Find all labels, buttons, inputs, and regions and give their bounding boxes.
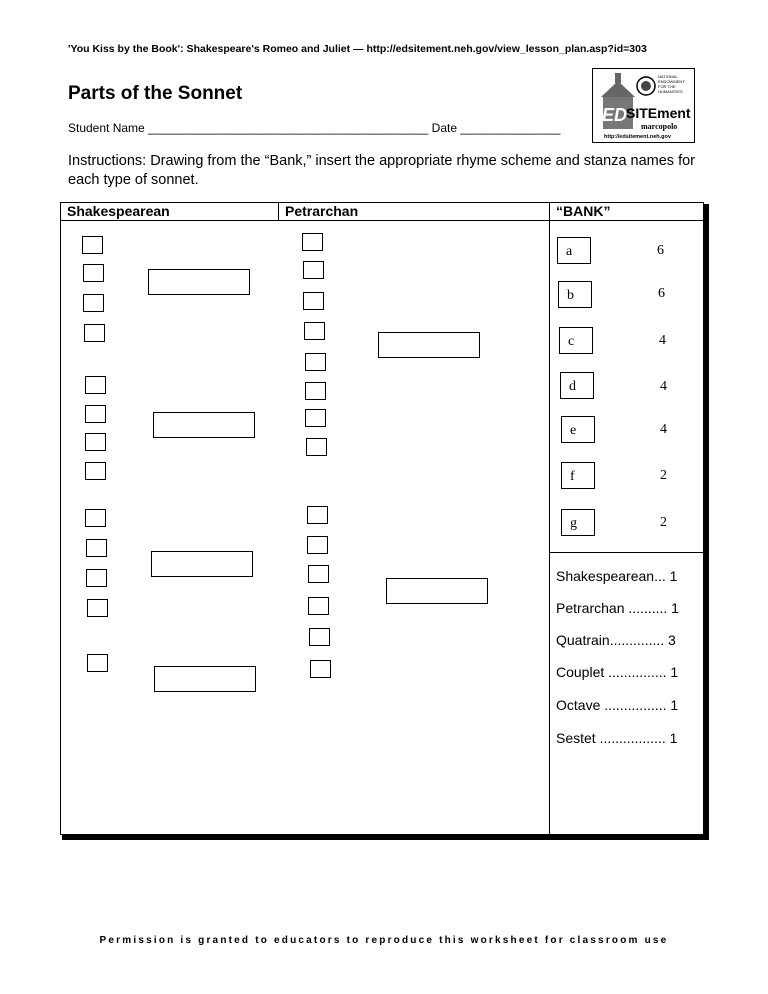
logo-brand: SITEment — [626, 105, 691, 121]
petrarchan-rhyme-box[interactable] — [305, 382, 326, 400]
petrarchan-rhyme-box[interactable] — [307, 536, 328, 554]
bank-letter-box: e — [561, 416, 595, 443]
bank-term: Sestet ................. 1 — [556, 730, 678, 746]
bank-letter-box: a — [557, 237, 591, 264]
logo-graphic — [593, 69, 694, 142]
shakespearean-stanza-box[interactable] — [151, 551, 253, 577]
shakespearean-rhyme-box[interactable] — [86, 539, 107, 557]
shakespearean-stanza-box[interactable] — [148, 269, 250, 295]
logo-url: http://edsitement.neh.gov — [604, 134, 671, 140]
svg-text:HUMANITIES: HUMANITIES — [658, 89, 683, 94]
shakespearean-rhyme-box[interactable] — [84, 324, 105, 342]
bank-letter-box: f — [561, 462, 595, 489]
shakespearean-rhyme-box[interactable] — [85, 376, 106, 394]
header-divider — [278, 202, 279, 221]
bank-letter-box: d — [560, 372, 594, 399]
shakespearean-rhyme-box[interactable] — [85, 405, 106, 423]
logo-sub: marcopolo — [641, 122, 678, 131]
petrarchan-rhyme-box[interactable] — [310, 660, 331, 678]
petrarchan-rhyme-box[interactable] — [307, 506, 328, 524]
bank-letter-count: 2 — [660, 515, 667, 530]
svg-text:FOR THE: FOR THE — [658, 84, 676, 89]
bank-term: Couplet ............... 1 — [556, 664, 679, 680]
shakespearean-rhyme-box[interactable] — [85, 509, 106, 527]
svg-text:ENDOWMENT: ENDOWMENT — [658, 79, 685, 84]
header-bank: “BANK” — [556, 203, 611, 219]
edsitement-logo — [592, 68, 695, 143]
shakespearean-rhyme-box[interactable] — [82, 236, 103, 254]
bank-letter-count: 4 — [660, 422, 667, 437]
petrarchan-rhyme-box[interactable] — [304, 322, 325, 340]
petrarchan-rhyme-box[interactable] — [303, 292, 324, 310]
petrarchan-rhyme-box[interactable] — [303, 261, 324, 279]
student-name-date-line: Student Name __________________________________________ Date _______________ — [68, 121, 561, 135]
bank-letter-count: 2 — [660, 468, 667, 483]
bank-section-divider — [549, 552, 704, 553]
bank-term: Quatrain.............. 3 — [556, 632, 676, 648]
shakespearean-rhyme-box[interactable] — [85, 462, 106, 480]
petrarchan-stanza-box[interactable] — [386, 578, 488, 604]
shakespearean-stanza-box[interactable] — [154, 666, 256, 692]
page-title: Parts of the Sonnet — [68, 83, 243, 104]
shakespearean-rhyme-box[interactable] — [87, 654, 108, 672]
petrarchan-rhyme-box[interactable] — [306, 438, 327, 456]
bank-letter-count: 6 — [657, 243, 664, 258]
bank-term: Shakespearean... 1 — [556, 568, 678, 584]
petrarchan-rhyme-box[interactable] — [308, 565, 329, 583]
bank-letter-count: 4 — [660, 379, 667, 394]
lesson-header-line: 'You Kiss by the Book': Shakespeare's Romeo and Juliet — http://edsitement.neh.gov/view_lesson_plan.asp?id=303 — [68, 43, 647, 55]
bank-term: Petrarchan .......... 1 — [556, 600, 679, 616]
bank-term: Octave ................ 1 — [556, 697, 679, 713]
table-shadow-right — [704, 204, 709, 840]
bank-letter-count: 6 — [658, 286, 665, 301]
petrarchan-rhyme-box[interactable] — [305, 409, 326, 427]
petrarchan-rhyme-box[interactable] — [309, 628, 330, 646]
header-petrarchan: Petrarchan — [285, 203, 359, 219]
permission-footer: Permission is granted to educators to reproduce this worksheet for classroom use — [99, 935, 669, 946]
petrarchan-rhyme-box[interactable] — [308, 597, 329, 615]
svg-text:NATIONAL: NATIONAL — [658, 74, 678, 79]
shakespearean-rhyme-box[interactable] — [83, 294, 104, 312]
instructions: Instructions: Drawing from the “Bank,” insert the appropriate rhyme scheme and stanza names for each type of sonnet. — [68, 153, 696, 188]
table-shadow-bottom — [62, 835, 709, 840]
shakespearean-rhyme-box[interactable] — [83, 264, 104, 282]
bank-letter-box: b — [558, 281, 592, 308]
bank-letter-box: g — [561, 509, 595, 536]
header-shakespearean: Shakespearean — [67, 203, 170, 219]
petrarchan-stanza-box[interactable] — [378, 332, 480, 358]
shakespearean-rhyme-box[interactable] — [86, 569, 107, 587]
bank-letter-box: c — [559, 327, 593, 354]
bank-divider — [549, 202, 550, 835]
shakespearean-stanza-box[interactable] — [153, 412, 255, 438]
petrarchan-rhyme-box[interactable] — [302, 233, 323, 251]
logo-mark: ED — [602, 105, 628, 125]
shakespearean-rhyme-box[interactable] — [85, 433, 106, 451]
bank-letter-count: 4 — [659, 333, 666, 348]
shakespearean-rhyme-box[interactable] — [87, 599, 108, 617]
petrarchan-rhyme-box[interactable] — [305, 353, 326, 371]
